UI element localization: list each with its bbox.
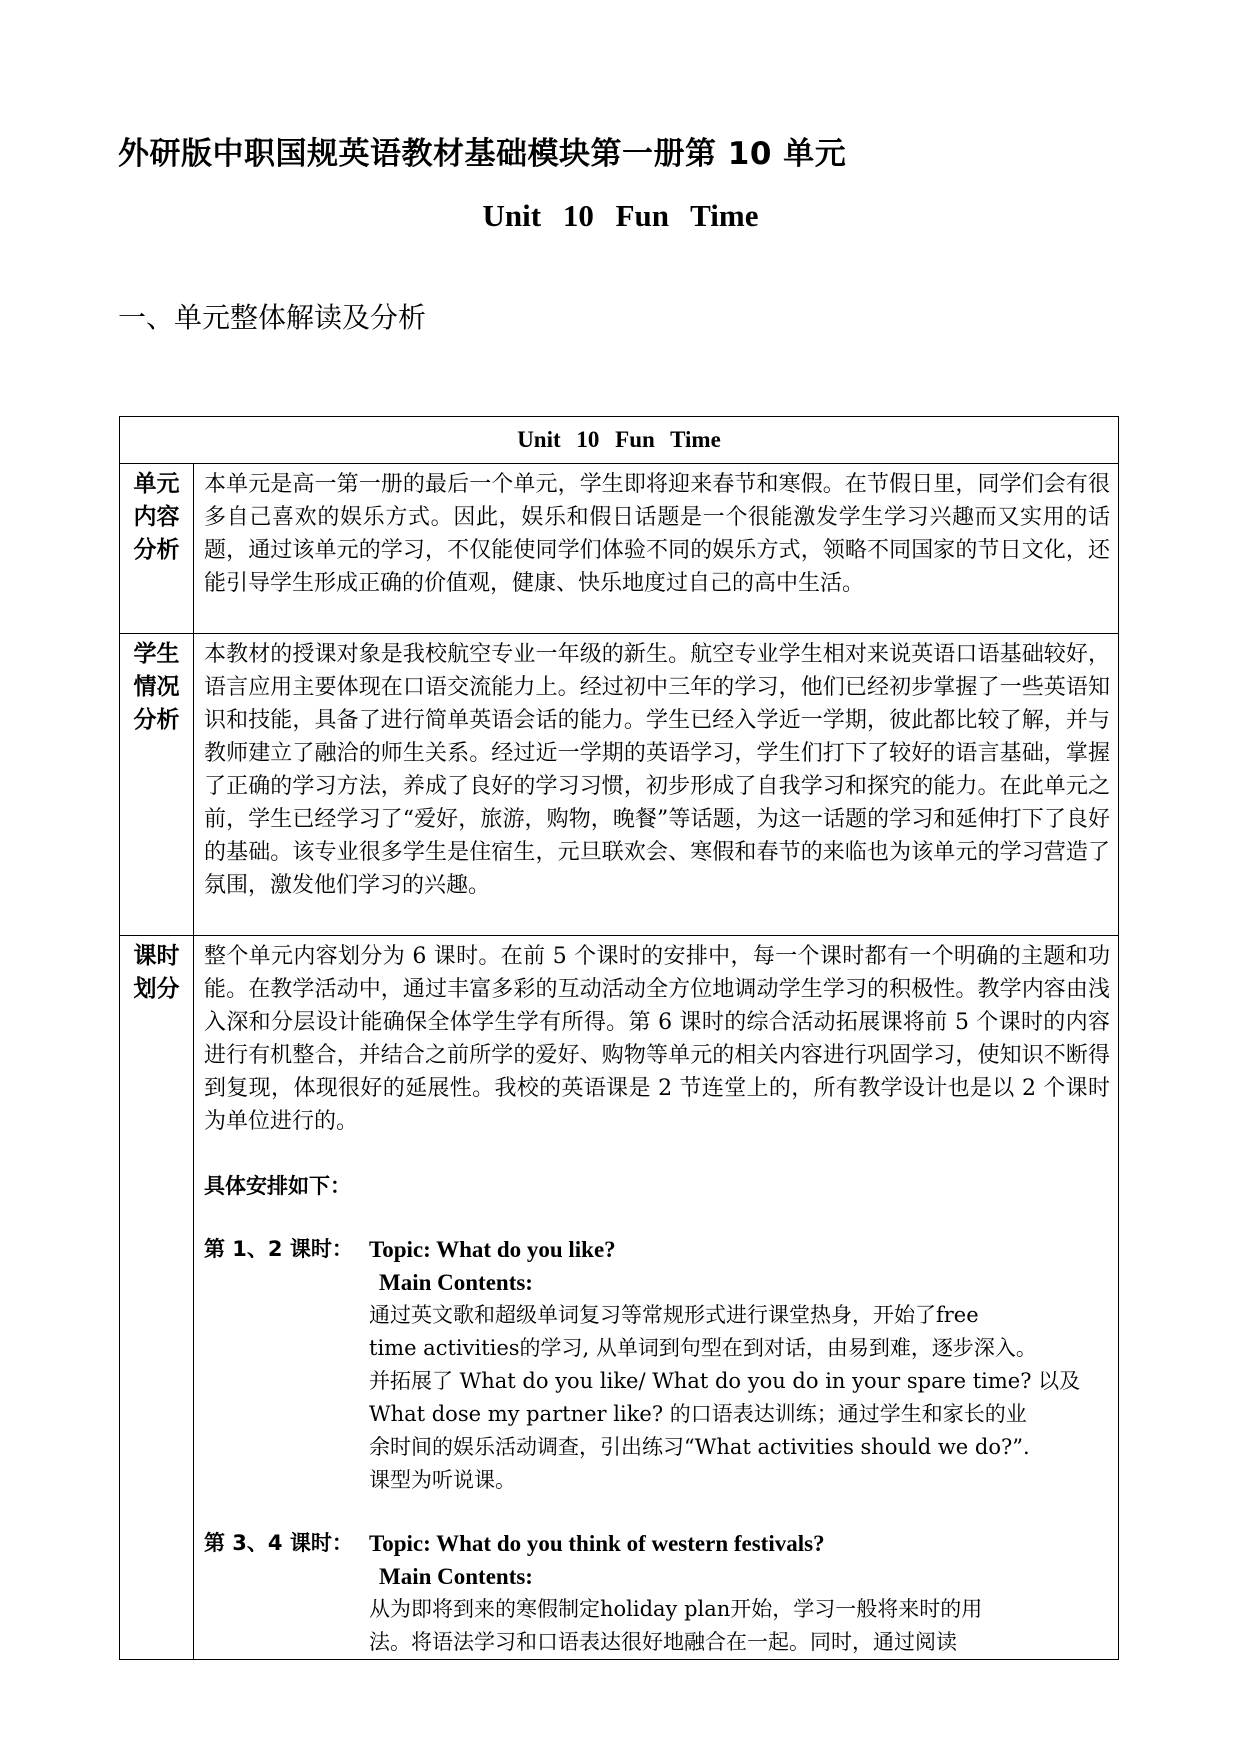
table-header: Unit 10 Fun Time <box>120 417 1119 464</box>
lesson-line: 从为即将到来的寒假制定holiday plan开始，学习一般将来时的用 <box>369 1597 983 1621</box>
row-label-line: 单元 <box>133 471 180 497</box>
lesson-line: 课型为听说课。 <box>369 1468 516 1492</box>
lesson-line: time activities的学习, 从单词到句型在到对话，由易到难，逐步深入。 <box>369 1336 1037 1360</box>
row-label-line: 内容 <box>133 504 180 530</box>
lesson-item <box>204 1233 1110 1497</box>
row-label-line: 分析 <box>133 707 180 733</box>
lesson-line: 并拓展了 What do you like/ What do you do in your spare time? 以及 <box>369 1369 1081 1393</box>
lesson-description <box>369 1299 1120 1497</box>
lesson-line: 法。将语法学习和口语表达很好地融合在一起。同时，通过阅读 <box>369 1630 957 1654</box>
lesson-description <box>369 1593 1110 1659</box>
unit-title: Unit 10 Fun Time <box>482 198 759 233</box>
lesson-line: What dose my partner like? 的口语表达训练；通过学生和家长的业 <box>369 1402 1027 1426</box>
student-analysis-text <box>194 634 1119 936</box>
table-header-row <box>120 417 1119 464</box>
lesson-division-text <box>194 936 1119 1660</box>
row-label-line: 学生 <box>133 641 180 667</box>
unit-content-analysis-text <box>194 464 1119 634</box>
lesson-label: 第 1、2 课时： <box>204 1237 353 1261</box>
row-label-lesson-division <box>120 936 194 1660</box>
row-label-line: 课时 <box>133 943 180 969</box>
lesson-main-contents: Main Contents: <box>379 1564 533 1589</box>
paragraph: 本单元是高一第一册的最后一个单元，学生即将迎来春节和寒假。在节假日里，同学们会有很多自己喜欢的娱乐方式。因此，娱乐和假日话题是一个很能激发学生学习兴趣而又实用的话题，通过该单元的学习，不仅能使同学们体验不同的娱乐方式，领略不同国家的节日文化，还能引导学生形成正确的价值观，健康、快乐地度过自己的高中生活。 <box>204 472 1110 596</box>
lesson-body <box>369 1233 1120 1497</box>
arrangement-heading: 具体安排如下： <box>204 1174 351 1198</box>
table-row-unit-content <box>120 464 1119 634</box>
document-title: 外研版中职国规英语教材基础模块第一册第 10 单元 <box>118 136 847 172</box>
lesson-item <box>204 1527 1110 1659</box>
row-label-line: 划分 <box>133 976 180 1002</box>
lesson-topic: Topic: What do you like? <box>369 1237 616 1262</box>
lesson-main-contents: Main Contents: <box>379 1270 533 1295</box>
paragraph: 本教材的授课对象是我校航空专业一年级的新生。航空专业学生相对来说英语口语基础较好，语言应用主要体现在口语交流能力上。经过初中三年的学习，他们已经初步掌握了一些英语知识和技能，具备了进行简单英语会话的能力。学生已经入学近一学期，彼此都比较了解，并与教师建立了融洽的师生关系。经过近一学期的英语学习，学生们打下了较好的语言基础，掌握了正确的学习方法，养成了良好的学习习惯，初步形成了自我学习和探究的能力。在此单元之前，学生已经学习了“爱好，旅游，购物，晚餐”等话题，为这一话题的学习和延伸打下了良好的基础。该专业很多学生是住宿生，元旦联欢会、寒假和春节的来临也为该单元的学习营造了氛围，激发他们学习的兴趣。 <box>204 642 1110 898</box>
lesson-label: 第 3、4 课时： <box>204 1531 353 1555</box>
lesson-topic: Topic: What do you think of western festivals? <box>369 1531 825 1556</box>
table-row-student-analysis <box>120 634 1119 936</box>
lesson-body <box>369 1527 1110 1659</box>
table-row-lesson-division <box>120 936 1119 1660</box>
row-label-line: 分析 <box>133 537 180 563</box>
row-label-line: 情况 <box>133 674 180 700</box>
paragraph: 整个单元内容划分为 6 课时。在前 5 个课时的安排中，每一个课时都有一个明确的主题和功能。在教学活动中，通过丰富多彩的互动活动全方位地调动学生学习的积极性。教学内容由浅入深和分层设计能确保全体学生学有所得。第 6 课时的综合活动拓展课将前 5 个课时的内容进行有机整合，并结合之前所学的爱好、购物等单元的相关内容进行巩固学习，使知识不断得到复现，体现很好的延展性。我校的英语课是 2 节连堂上的，所有教学设计也是以 2 个课时为单位进行的。 <box>204 944 1110 1134</box>
unit-analysis-table <box>119 416 1119 1660</box>
row-label-unit-content <box>120 464 194 634</box>
section-heading: 一、单元整体解读及分析 <box>118 301 427 334</box>
lesson-line: 通过英文歌和超级单词复习等常规形式进行课堂热身，开始了free <box>369 1303 979 1327</box>
lesson-line: 余时间的娱乐活动调查，引出练习“What activities should we do?”. <box>369 1435 1030 1459</box>
row-label-student-analysis <box>120 634 194 936</box>
